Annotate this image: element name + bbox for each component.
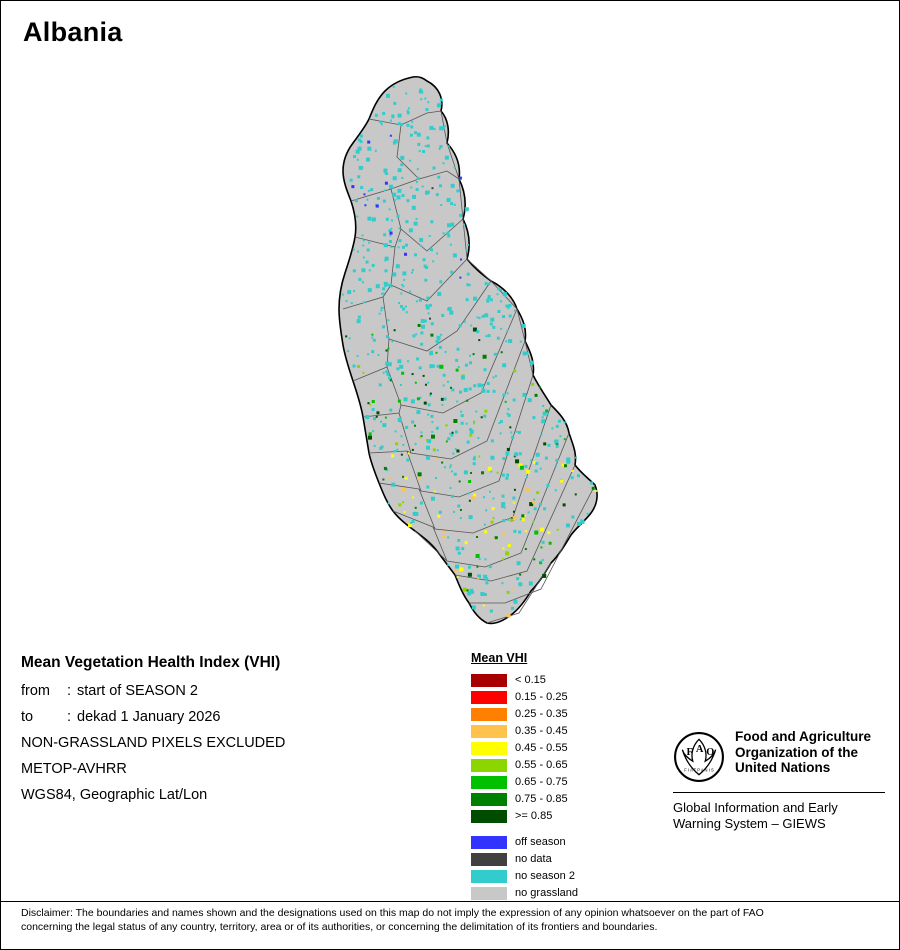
- legend-label: 0.35 - 0.45: [515, 724, 568, 737]
- info-from-label: from: [21, 683, 50, 699]
- legend-item-off-season: [471, 834, 651, 850]
- legend-swatch: [471, 725, 507, 738]
- fao-logo-icon: [673, 731, 725, 783]
- info-from-sep: :: [67, 683, 72, 699]
- legend-label: no season 2: [515, 869, 575, 882]
- legend-swatch: [471, 810, 507, 823]
- legend-swatch: [471, 793, 507, 806]
- legend-item-no-grassland: [471, 885, 651, 901]
- fao-system-name: [673, 800, 888, 832]
- disclaimer-line1: Disclaimer: The boundaries and names shown and the designations used on this map do not imply the expression of any opinion whatsoever on the part of FAO: [21, 907, 764, 919]
- legend-swatch: [471, 853, 507, 866]
- svg-text:O: O: [706, 746, 715, 758]
- info-to-sep: :: [67, 709, 72, 725]
- legend-swatch: [471, 742, 507, 755]
- info-row-to: [21, 709, 441, 725]
- info-from-value: start of SEASON 2: [77, 683, 198, 699]
- vhi-legend: [471, 651, 651, 902]
- info-to-label: to: [21, 709, 34, 725]
- legend-label: >= 0.85: [515, 809, 553, 822]
- map-info-block: [21, 654, 441, 813]
- info-row-from: [21, 683, 441, 699]
- info-to-value: dekad 1 January 2026: [77, 709, 221, 725]
- legend-label: 0.25 - 0.35: [515, 707, 568, 720]
- legend-item-no-season-2: [471, 868, 651, 884]
- legend-item-no-data: [471, 851, 651, 867]
- legend-label: no data: [515, 852, 552, 865]
- info-note-pixels: NON-GRASSLAND PIXELS EXCLUDED: [21, 735, 286, 751]
- legend-swatch: [471, 759, 507, 772]
- fao-org-name: [735, 729, 871, 776]
- legend-swatch: [471, 708, 507, 721]
- disclaimer-line2: concerning the legal status of any country, territory, area or of its authorities, or concerning the delimitation of its frontiers and boundaries.: [21, 920, 658, 933]
- legend-swatch: [471, 691, 507, 704]
- legend-item: [471, 689, 651, 705]
- country-boundary: [339, 77, 597, 624]
- legend-item: [471, 757, 651, 773]
- legend-item: [471, 706, 651, 722]
- legend-heading: Mean VHI: [471, 651, 528, 665]
- svg-text:F I A T P A N I S: F I A T P A N I S: [684, 767, 714, 773]
- fao-system-line1: Global Information and Early: [673, 800, 838, 815]
- legend-label: off season: [515, 835, 566, 848]
- legend-swatch: [471, 776, 507, 789]
- fao-branding: [673, 729, 888, 832]
- svg-text:A: A: [695, 743, 704, 755]
- disclaimer-divider: [1, 901, 899, 902]
- legend-label: 0.55 - 0.65: [515, 758, 568, 771]
- legend-swatch: [471, 887, 507, 900]
- page-title: Albania: [23, 17, 123, 47]
- fao-system-line2: Warning System – GIEWS: [673, 816, 826, 831]
- fao-divider: [673, 792, 885, 793]
- fao-org-line2: Organization of the: [735, 744, 858, 760]
- fao-org-line1: Food and Agriculture: [735, 729, 871, 744]
- disclaimer: [21, 907, 881, 934]
- fao-org-line3: United Nations: [735, 760, 831, 775]
- legend-label: < 0.15: [515, 673, 546, 686]
- info-note-sensor: METOP-AVHRR: [21, 761, 127, 777]
- legend-item: [471, 808, 651, 824]
- legend-label: 0.75 - 0.85: [515, 792, 568, 805]
- svg-text:F: F: [686, 746, 693, 758]
- legend-label: no grassland: [515, 886, 578, 899]
- legend-swatch: [471, 870, 507, 883]
- legend-swatch: [471, 674, 507, 687]
- legend-label: 0.65 - 0.75: [515, 775, 568, 788]
- country-outline: [339, 77, 597, 624]
- legend-swatch: [471, 836, 507, 849]
- legend-item: [471, 723, 651, 739]
- legend-item: [471, 774, 651, 790]
- legend-item: [471, 672, 651, 688]
- info-note-projection: WGS84, Geographic Lat/Lon: [21, 787, 208, 803]
- legend-item: [471, 740, 651, 756]
- legend-item: [471, 791, 651, 807]
- legend-label: 0.45 - 0.55: [515, 741, 568, 754]
- info-heading: Mean Vegetation Health Index (VHI): [21, 654, 281, 671]
- map-canvas: [251, 61, 671, 631]
- legend-label: 0.15 - 0.25: [515, 690, 568, 703]
